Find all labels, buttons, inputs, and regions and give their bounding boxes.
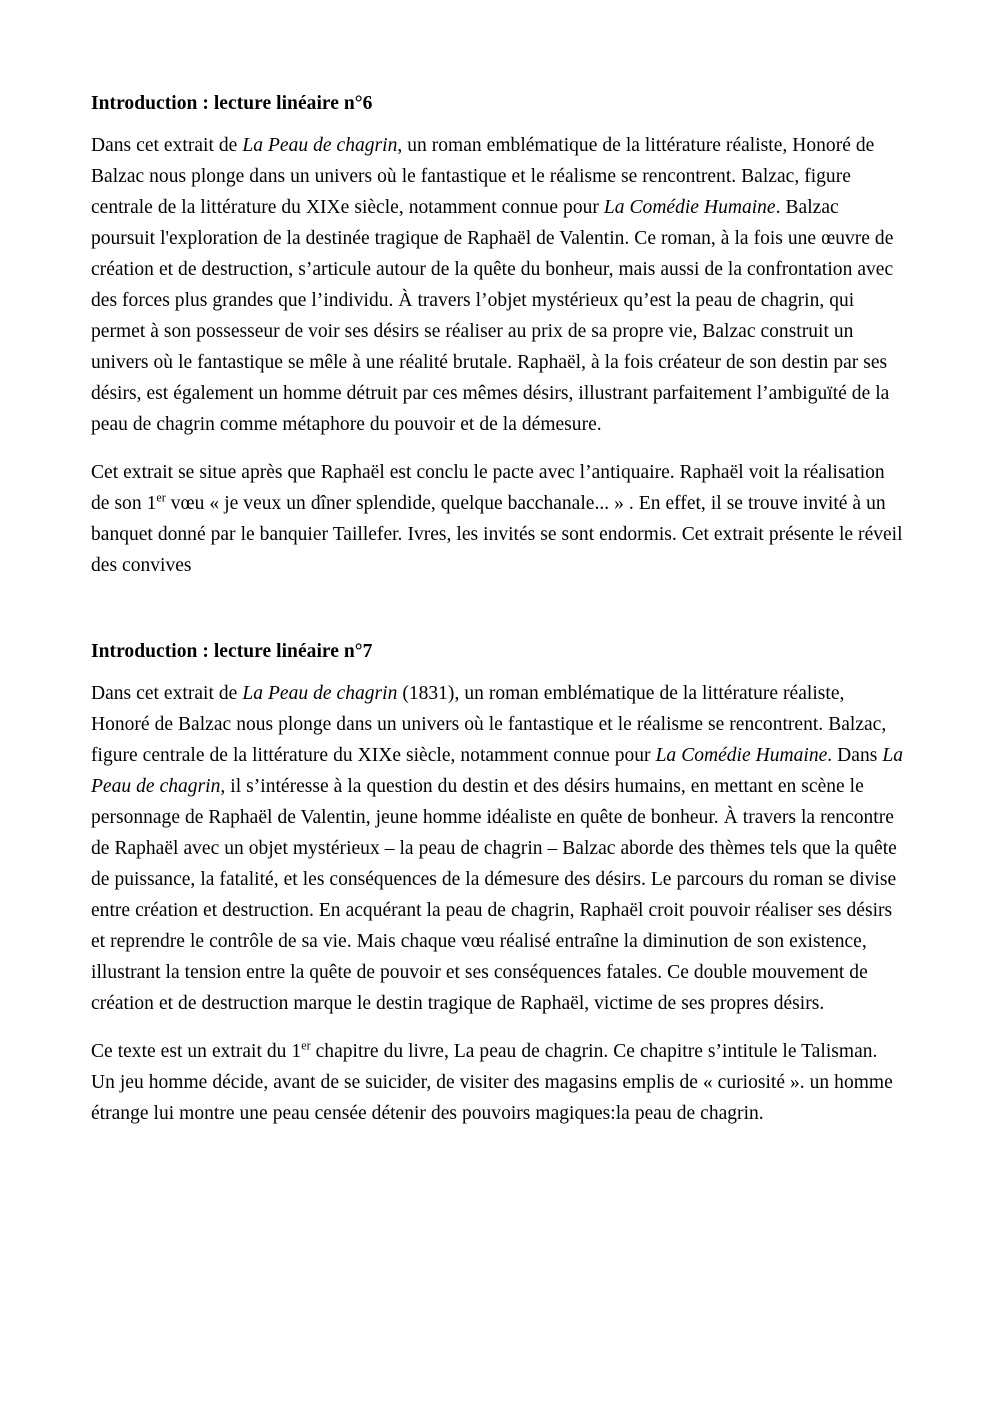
italic-title: La Comédie Humaine xyxy=(655,745,828,766)
ordinal-superscript: er xyxy=(156,490,166,505)
document-body xyxy=(91,88,903,1129)
ordinal-superscript: er xyxy=(301,1038,311,1053)
section-separator-spacer xyxy=(91,581,903,636)
paragraph-s7p2: Ce texte est un extrait du 1er chapitre du livre, La peau de chagrin. Ce chapitre s’intitule le Talisman. Un jeu homme décide, avant de se suicider, de visiter des magasins emplis de « curiosité ». un homme étrange lui montre une peau censée détenir des pouvoirs magiques:la peau de chagrin. xyxy=(91,1038,893,1124)
italic-title: La Comédie Humaine xyxy=(603,197,776,218)
paragraph-s6p1: Dans cet extrait de La Peau de chagrin, un roman emblématique de la littérature réaliste, Honoré de Balzac nous plonge dans un univers où le fantastique et le réalisme se rencontrent. Balzac, figure centrale de la littérature du XIXe siècle, notamment connue pour La Comédie Humaine. Balzac poursuit l'exploration de la destinée tragique de Raphaël de Valentin. Ce roman, à la fois une œuvre de création et de destruction, s’articule autour de la quête du bonheur, mais aussi de la confrontation avec des forces plus grandes que l’individu. À travers l’objet mystérieux qu’est la peau de chagrin, qui permet à son possesseur de voir ses désirs se réaliser au prix de sa propre vie, Balzac construit un univers où le fantastique se mêle à une réalité brutale. Raphaël, à la fois créateur de son destin par ses désirs, est également un homme détruit par ces mêmes désirs, illustrant parfaitement l’ambiguïté de la peau de chagrin comme métaphore du pouvoir et de la démesure. xyxy=(91,135,894,435)
paragraph-s7p1: Dans cet extrait de La Peau de chagrin (1831), un roman emblématique de la littérature réaliste, Honoré de Balzac nous plonge dans un univers où le fantastique et le réalisme se rencontrent. Balzac, figure centrale de la littérature du XIXe siècle, notamment connue pour La Comédie Humaine. Dans La Peau de chagrin, il s’intéresse à la question du destin et des désirs humains, en mettant en scène le personnage de Raphaël de Valentin, jeune homme idéaliste en quête de bonheur. À travers la rencontre de Raphaël avec un objet mystérieux – la peau de chagrin – Balzac aborde des thèmes tels que la quête de puissance, la fatalité, et les conséquences de la démesure des désirs. Le parcours du roman se divise entre création et destruction. En acquérant la peau de chagrin, Raphaël croit pouvoir réaliser ses désirs et reprendre le contrôle de sa vie. Mais chaque vœu réalisé entraîne la diminution de son existence, illustrant la tension entre la quête de pouvoir et ses conséquences fatales. Ce double mouvement de création et de destruction marque le destin tragique de Raphaël, victime de ses propres désirs. xyxy=(91,683,903,1014)
italic-title: La Peau de chagrin xyxy=(242,135,398,156)
section-heading-6: Introduction : lecture linéaire n°6 xyxy=(91,93,373,114)
italic-title: La Peau de chagrin xyxy=(242,683,398,704)
section-lecture-lineaire-6 xyxy=(91,88,903,581)
italic-title: La Peau de chagrin xyxy=(91,745,903,797)
paragraph-s6p2: Cet extrait se situe après que Raphaël est conclu le pacte avec l’antiquaire. Raphaël voit la réalisation de son 1er vœu « je veux un dîner splendide, quelque bacchanale... » . En effet, il se trouve invité à un banquet donné par le banquier Taillefer. Ivres, les invités se sont endormis. Cet extrait présente le réveil des convives xyxy=(91,462,903,576)
section-heading-7: Introduction : lecture linéaire n°7 xyxy=(91,641,373,662)
section-lecture-lineaire-7 xyxy=(91,636,903,1129)
